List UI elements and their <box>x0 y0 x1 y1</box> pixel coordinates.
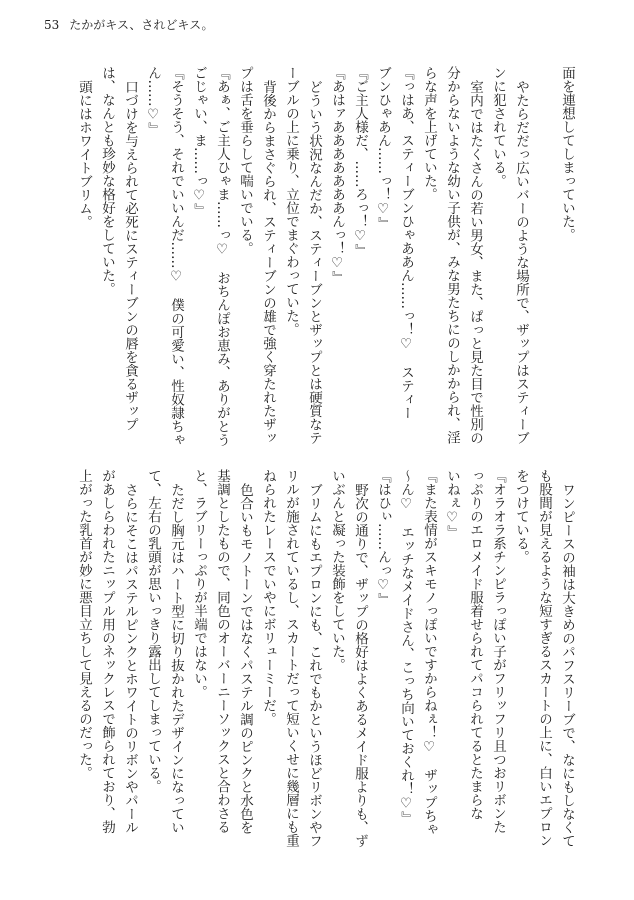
text-line: どういう状況なんだか、スティーブンとザップとは硬質なテ <box>306 79 322 444</box>
text-line: をつけている。 <box>513 469 529 564</box>
text-line: があしらわれたニップル用のネックレスで飾られており、勃 <box>99 469 115 834</box>
text-line: 頭にはホワイトブリム。 <box>76 79 92 228</box>
text-line: 『ご主人様だ、……ろっ！♡』 <box>352 66 368 258</box>
text-line: ただし胸元はハート型に切り抜かれたデザインになってい <box>168 482 184 834</box>
text-line: 『そうそう、それでいいんだ……♡ 僕の可愛い、性奴隷ちゃ <box>168 66 184 447</box>
text-line: ん……♡』 <box>145 66 161 136</box>
text-line: 面を連想してしまっていた。 <box>559 66 575 242</box>
text-line: 分からないような幼い子供が、みな男たちにのしかかられ、淫 <box>444 66 460 444</box>
text-line: らな声を上げていた。 <box>421 66 437 201</box>
lower-text-block <box>72 469 578 851</box>
text-line: 『あぁ、ご主人ひゃま……っ♡ おちんぽお恵み、ありがとう <box>214 66 230 447</box>
text-line: て、左右の乳頭が思いっきり露出してしまっている。 <box>145 469 161 793</box>
text-line: ブンひゃあん……っ！♡』 <box>375 66 391 231</box>
text-line: 『オラオラ系チンピラっぽい子がフリッフリ且つおリボンた <box>490 469 506 834</box>
text-line: 色合いもモノトーンではなくパステル調のピンクと水色を <box>237 482 253 834</box>
text-line: ブリムにもエプロンにも、これでもかというほどリボンやフ <box>306 482 322 847</box>
text-line: 野次の通りで、ザップの格好はよくあるメイド服よりも、ず <box>352 482 368 847</box>
text-line: は、なんとも珍妙な格好をしていた。 <box>99 66 115 296</box>
text-line: と、ラブリーっぷりが半端ではない。 <box>191 469 207 699</box>
text-line: ンに犯されている。 <box>490 66 506 188</box>
text-line: いねぇ♡』 <box>444 469 460 539</box>
blank-line <box>532 66 555 448</box>
text-line: 口づけを与えられて必死にスティーブンの唇を貪るザップ <box>122 79 138 431</box>
text-line: 『あはァあああああああんっ！♡』 <box>329 66 345 285</box>
text-line: 『っはあ、スティーブンひゃああん……っ！♡ スティー <box>398 66 414 420</box>
text-line: ねられたレースでいやにボリューミーだ。 <box>260 469 276 726</box>
text-line: ワンピースの袖は大きめのパフスリーブで、なにもしなくて <box>559 482 575 847</box>
text-line: ーブルの上に乗り、立位でまぐわっていた。 <box>283 66 299 336</box>
text-line: さらにそこはパステルピンクとホワイトのリボンやパール <box>122 482 138 834</box>
text-line: ごじゃい、ま……っ♡』 <box>191 66 207 217</box>
upper-text-block <box>72 66 578 448</box>
running-header <box>44 17 214 33</box>
text-line: やたらだだっ広いバーのような場所で、ザップはスティーブ <box>513 79 529 444</box>
text-line: プは舌を垂らして喘いでいる。 <box>237 66 253 255</box>
text-line: リルが施されているし、スカートだって短いくせに幾層にも重 <box>283 469 299 847</box>
text-line: 『また表情がスキモノっぽいですからねぇ！♡ ザップちゃ <box>421 469 437 836</box>
page-number: 53 <box>44 18 60 32</box>
text-line: も股間が見えるような短すぎるスカートの上に、白いエプロン <box>536 469 552 847</box>
running-title: たかがキス、されどキス。 <box>69 18 214 32</box>
text-line: 室内ではたくさんの若い男女、また、ぱっと見た目で性別の <box>467 79 483 444</box>
text-line: っぷりのエロメイド服着せられてパコられてるとたまらな <box>467 469 483 820</box>
text-line: 上がった乳首が妙に悪目立ちして見えるのだった。 <box>76 469 92 780</box>
text-line: ～ん♡ エッチなメイドさん、こっち向いておくれ！♡』 <box>398 469 414 825</box>
text-line: いぶんと凝った装飾をしていた。 <box>329 469 345 672</box>
text-line: 『はひぃ……んっ♡』 <box>375 469 391 607</box>
text-line: 背後からまさぐられ、スティーブンの雄で強く穿たれたザッ <box>260 79 276 444</box>
text-line: 基調としたもので、同色のオーバーニーソックスと合わさる <box>214 469 230 834</box>
